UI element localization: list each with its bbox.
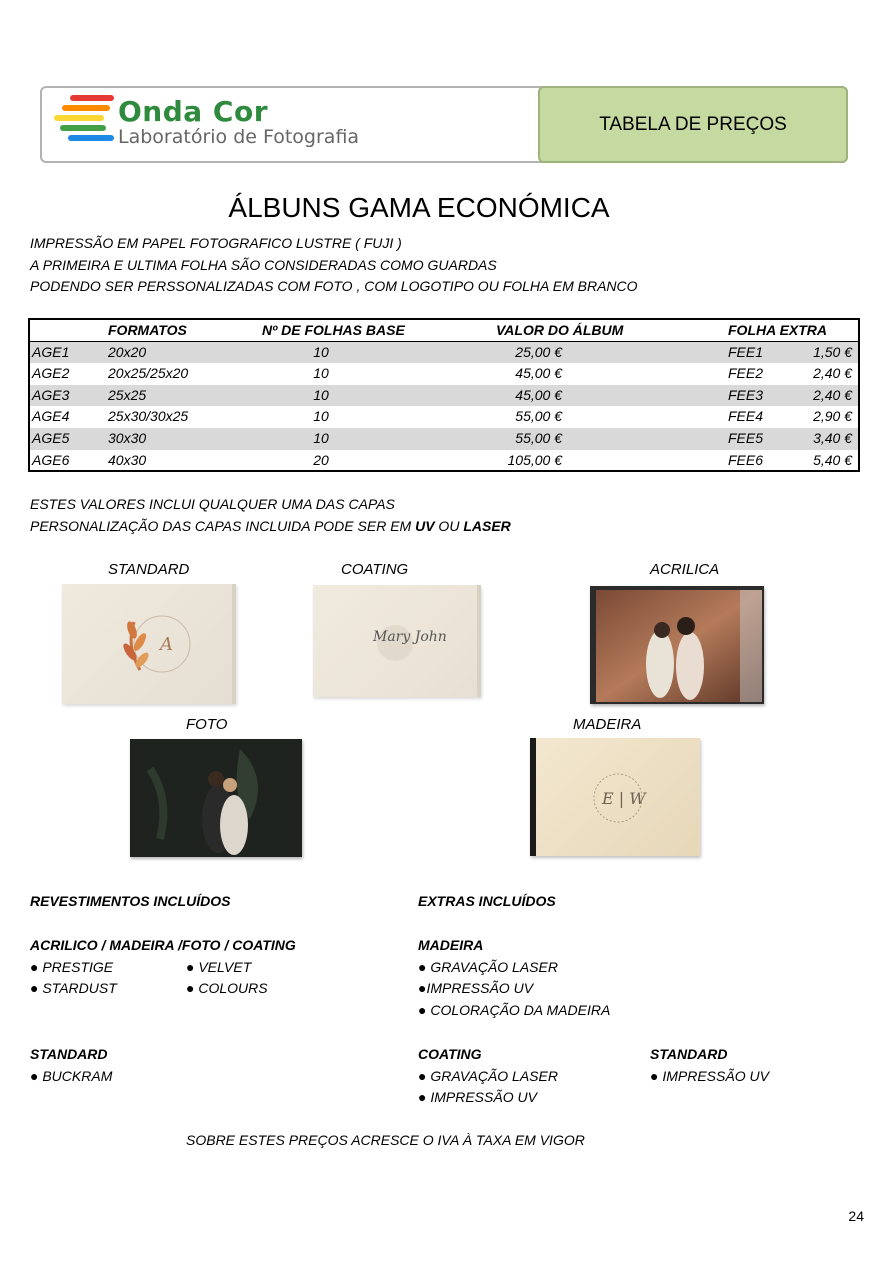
coatings-group-acrilico-col2	[186, 957, 268, 1000]
extras-included-heading: EXTRAS INCLUÍDOS	[418, 893, 556, 909]
table-row	[30, 363, 858, 385]
cell-extra-code: FEE1	[728, 343, 764, 360]
coating-album-illustration	[313, 585, 481, 697]
cell-sheets: 10	[313, 343, 329, 360]
table-row	[30, 385, 858, 407]
cell-sheets: 20	[313, 451, 329, 468]
cell-sheets: 10	[313, 430, 329, 446]
price-table-tab: TABELA DE PREÇOS	[538, 86, 848, 163]
notes-laser: LASER	[463, 517, 511, 534]
cell-format: 25x25	[108, 386, 147, 403]
intro-text	[30, 233, 638, 298]
standard-album-illustration	[62, 584, 236, 704]
notes-line-covers: ESTES VALORES INCLUI QUALQUER UMA DAS CAPAS	[30, 496, 395, 512]
madeira-album-illustration	[536, 738, 700, 856]
cell-extra-price: 2,90 €	[813, 408, 852, 425]
cover-label-coating: COATING	[341, 561, 409, 578]
extras-group-madeira	[418, 935, 610, 1022]
group-title: COATING	[418, 1046, 482, 1062]
coating-monogram: Mary John	[373, 629, 447, 645]
notes	[30, 494, 511, 537]
cell-price: 25,00 €	[515, 343, 562, 360]
cell-sheets: 10	[313, 408, 329, 425]
svg-text:A: A	[160, 634, 173, 655]
cell-extra-code: FEE2	[728, 365, 764, 382]
logo-subtitle: Laboratório de Fotografia	[118, 126, 360, 148]
page-title: ÁLBUNS GAMA ECONÓMICA	[228, 192, 610, 223]
page-number: 24	[848, 1208, 864, 1224]
cell-price: 105,00 €	[507, 451, 562, 468]
notes-uv: UV	[415, 517, 435, 534]
cell-code: AGE6	[32, 451, 70, 468]
list-item: ● VELVET	[186, 958, 252, 975]
list-item: ● GRAVAÇÃO LASER	[418, 958, 558, 975]
madeira-monogram: E | W	[602, 789, 646, 808]
cell-price: 45,00 €	[515, 365, 562, 382]
cell-format: 25x30/30x25	[108, 408, 189, 425]
cell-extra-code: FEE5	[728, 430, 764, 446]
coatings-included-title	[30, 891, 230, 913]
cover-label-standard: STANDARD	[108, 561, 190, 578]
list-item: ● GRAVAÇÃO LASER	[418, 1067, 558, 1084]
cell-format: 20x25/25x20	[108, 365, 189, 382]
list-item: ● BUCKRAM	[30, 1067, 113, 1084]
intro-line: IMPRESSÃO EM PAPEL FOTOGRAFICO LUSTRE ( FUJI )	[30, 235, 402, 251]
acrilica-photo-illustration	[590, 586, 764, 704]
intro-line: PODENDO SER PERSSONALIZADAS COM FOTO , COM LOGOTIPO OU FOLHA EM BRANCO	[30, 278, 638, 295]
coatings-group-standard	[30, 1044, 112, 1087]
standard-album-image	[62, 584, 236, 704]
logo-stripes-icon	[54, 93, 116, 155]
group-title: STANDARD	[30, 1046, 108, 1062]
cell-price: 55,00 €	[515, 430, 562, 446]
column-header-price: VALOR DO ÁLBUM	[496, 322, 624, 338]
list-item: ● PRESTIGE	[30, 958, 114, 975]
extras-group-coating	[418, 1044, 558, 1109]
cell-extra-code: FEE4	[728, 408, 764, 425]
cell-sheets: 10	[313, 365, 329, 382]
cover-label-foto: FOTO	[186, 716, 228, 733]
extras-included-title	[418, 891, 556, 913]
cell-extra-price: 3,40 €	[813, 430, 852, 446]
logo-name: Onda Cor	[118, 95, 269, 128]
cover-label-madeira: MADEIRA	[573, 716, 642, 733]
group-title: ACRILICO / MADEIRA /FOTO / COATING	[30, 937, 296, 953]
cell-extra-code: FEE6	[728, 451, 764, 468]
table-row	[30, 342, 858, 364]
foto-album-image	[130, 739, 302, 857]
notes-line-personalization	[30, 516, 511, 538]
notes-or: OU	[434, 517, 464, 534]
cell-code: AGE2	[32, 365, 70, 382]
cell-format: 20x20	[108, 343, 147, 360]
extras-group-standard	[650, 1044, 769, 1087]
table-row	[30, 406, 858, 428]
company-logo	[54, 93, 384, 155]
list-item: ● COLOURS	[186, 980, 268, 997]
coating-album-image	[313, 585, 481, 697]
cell-price: 45,00 €	[515, 386, 562, 403]
notes-prefix: PERSONALIZAÇÃO DAS CAPAS INCLUIDA PODE SER EM	[30, 517, 416, 534]
list-item: ● STARDUST	[30, 980, 117, 997]
table-header-row	[30, 320, 858, 342]
list-item: ● IMPRESSÃO UV	[650, 1067, 769, 1084]
price-table	[28, 318, 860, 472]
coatings-included-heading: REVESTIMENTOS INCLUÍDOS	[30, 893, 231, 909]
list-item: ● IMPRESSÃO UV	[418, 1089, 537, 1106]
group-title: STANDARD	[650, 1046, 728, 1062]
cell-extra-price: 5,40 €	[813, 451, 852, 468]
cell-price: 55,00 €	[515, 408, 562, 425]
intro-line: A PRIMEIRA E ULTIMA FOLHA SÃO CONSIDERADAS COMO GUARDAS	[30, 256, 497, 273]
group-title: MADEIRA	[418, 937, 484, 953]
cell-extra-price: 2,40 €	[813, 365, 852, 382]
column-header-format: FORMATOS	[108, 322, 187, 338]
cover-label-acrilica: ACRILICA	[650, 561, 720, 578]
cell-code: AGE4	[32, 408, 70, 425]
cell-extra-price: 2,40 €	[813, 386, 852, 403]
list-item: ●IMPRESSÃO UV	[418, 980, 534, 997]
cell-code: AGE5	[32, 430, 70, 446]
madeira-album-image	[530, 738, 700, 856]
cell-extra-code: FEE3	[728, 386, 764, 403]
cell-format: 30x30	[108, 430, 147, 446]
cell-code: AGE3	[32, 386, 70, 403]
vat-note: SOBRE ESTES PREÇOS ACRESCE O IVA À TAXA EM VIGOR	[186, 1132, 585, 1148]
cell-sheets: 10	[313, 386, 329, 403]
acrilica-album-image	[590, 586, 764, 704]
cell-format: 40x30	[108, 451, 147, 468]
column-header-extra: FOLHA EXTRA	[728, 322, 828, 338]
foto-photo-illustration	[130, 739, 302, 857]
column-header-sheets: Nº DE FOLHAS BASE	[262, 322, 405, 338]
table-row	[30, 428, 858, 450]
cell-extra-price: 1,50 €	[813, 343, 852, 360]
list-item: ● COLORAÇÃO DA MADEIRA	[418, 1002, 611, 1019]
cell-code: AGE1	[32, 343, 70, 360]
table-row	[30, 450, 858, 472]
